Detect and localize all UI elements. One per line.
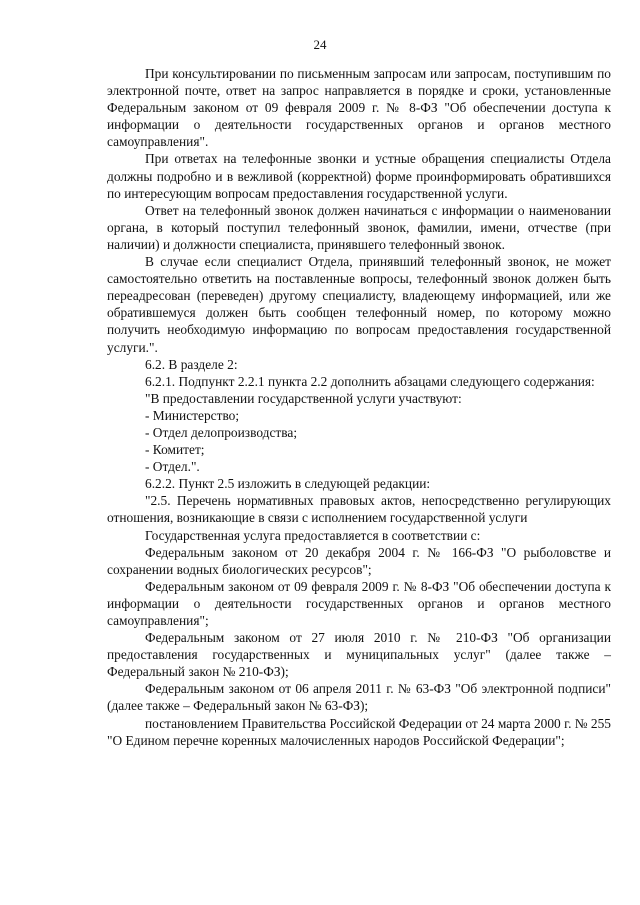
paragraph-call-redirect: В случае если специалист Отдела, принявший телефонный звонок, не может самостоятельно ответить на поставленные вопросы, телефонный звонок должен быть переадресован (переведен) другому специалисту, владеющему информацией, или же обратившемуся должен быть сообщен телефонный номер, по которому можно получить необходимую информацию по вопросам предоставления государственной услуги.". <box>107 254 611 355</box>
page-number: 24 <box>313 37 327 52</box>
clause-6-2: 6.2. В разделе 2: <box>145 356 238 372</box>
paragraph-phone-greeting: Ответ на телефонный звонок должен начинаться с информации о наименовании органа, в который поступил телефонный звонок, фамилии, имени, отчестве (при наличии) и должности специалиста, принявшего телефонный звонок. <box>107 202 611 252</box>
law-reference: постановлением Правительства Российской Федерации от 24 марта 2000 г. № 255 "О Едином перечне коренных малочисленных народов Российской Федерации"; <box>107 715 611 748</box>
clause-6-2-1: 6.2.1. Подпункт 2.2.1 пункта 2.2 дополнить абзацами следующего содержания: <box>145 373 595 389</box>
law-reference: Федеральным законом от 06 апреля 2011 г. № 63-ФЗ "Об электронной подписи" (далее также – Федеральный закон № 63-ФЗ); <box>107 681 611 714</box>
list-item: - Министерство; <box>145 407 240 423</box>
law-reference: Федеральным законом от 27 июля 2010 г. № 210-ФЗ "Об организации предоставления государственных и муниципальных услуг" (далее также – Федеральный закон № 210-ФЗ); <box>107 630 611 680</box>
paragraph-consultation-written: При консультировании по письменным запросам или запросам, поступившим по электронной почте, ответ на запрос направляется в порядке и сроки, установленные Федеральным законом от 09 февраля 2009 г. № 8-ФЗ "Об обеспечении доступа к информации о деятельности государственных органов и органов местного самоуправления". <box>107 66 611 150</box>
law-reference: Федеральным законом от 20 декабря 2004 г. № 166-ФЗ "О рыболовстве и сохранении водных биологических ресурсов"; <box>107 544 611 577</box>
page-body <box>107 65 611 749</box>
list-item: - Отдел делопроизводства; <box>145 424 298 440</box>
paragraph-phone-answers: При ответах на телефонные звонки и устные обращения специалисты Отдела должны подробно и в вежливой (корректной) форме проинформировать обратившихся по интересующим вопросам предоставления государственной услуги. <box>107 151 611 201</box>
clause-2-5-heading: "2.5. Перечень нормативных правовых актов, непосредственно регулирующих отношения, возникающие в связи с исполнением государственной услуги <box>107 493 611 526</box>
clause-6-2-2: 6.2.2. Пункт 2.5 изложить в следующей редакции: <box>145 476 431 492</box>
law-reference: Федеральным законом от 09 февраля 2009 г. № 8-ФЗ "Об обеспечении доступа к информации о деятельности государственных органов и органов местного самоуправления"; <box>107 578 611 628</box>
legal-basis-intro: Государственная услуга предоставляется в соответствии с: <box>145 527 481 543</box>
participants-intro: "В предоставлении государственной услуги участвуют: <box>145 390 462 406</box>
list-item: - Отдел.". <box>145 459 200 475</box>
list-item: - Комитет; <box>145 442 205 458</box>
